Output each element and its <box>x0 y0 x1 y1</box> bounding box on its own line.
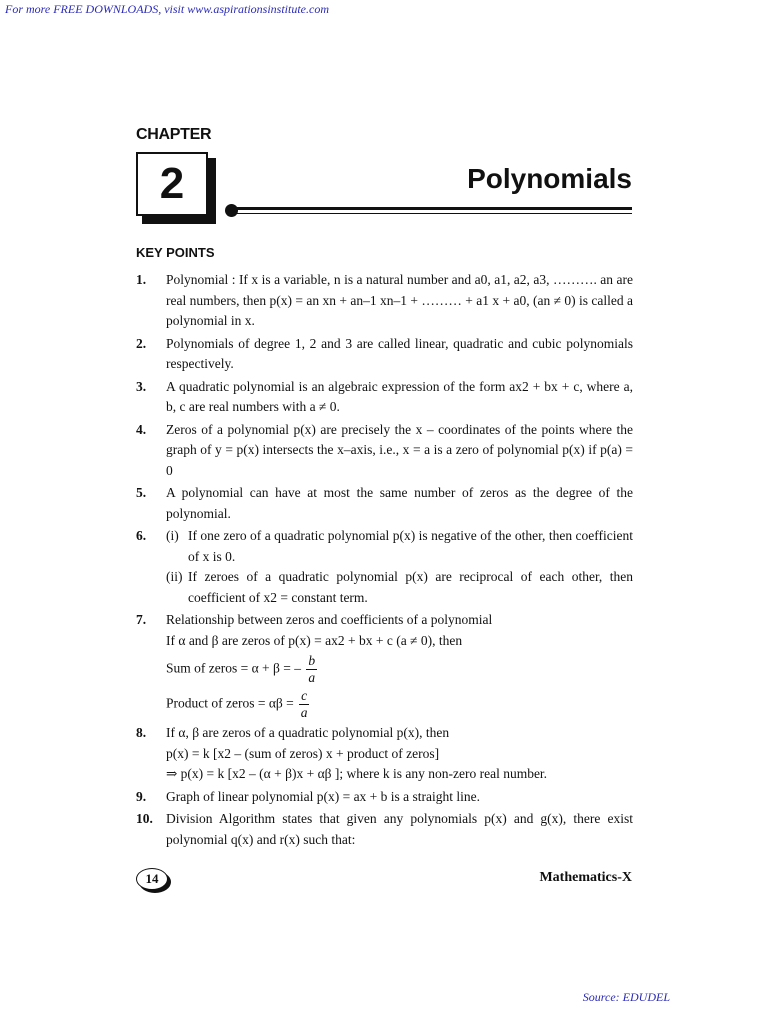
subpoint <box>166 567 633 608</box>
subpoint <box>166 526 633 567</box>
fraction-numerator: c <box>301 688 308 703</box>
item-text: Zeros of a polynomial p(x) are precisely the x – coordinates of the points where the graph of y = p(x) intersects the x–axis, i.e., x = a is a zero of polynomial p(x) if p(a) = 0 <box>166 421 633 478</box>
list-item <box>136 610 633 721</box>
item-text: Graph of linear polynomial p(x) = ax + b is a straight line. <box>166 788 481 804</box>
item-number: 10. <box>136 811 153 826</box>
item-text: A quadratic polynomial is an algebraic expression of the form ax2 + bx + c, where a, b, c are real numbers with a ≠ 0. <box>166 378 633 414</box>
subpoint-tag: (i) <box>166 528 179 543</box>
list-item <box>136 270 633 332</box>
item-number: 6. <box>136 528 147 543</box>
list-item <box>136 526 633 608</box>
section-title: KEY POINTS <box>136 245 215 260</box>
item-text: Polynomial : If x is a variable, n is a natural number and a0, a1, a2, a3, ………. an are real numbers, then p(x) = an xn + an–1 xn–1 + ……… + a1 x + a0, (an ≠ 0) is called a polynomial in x. <box>166 272 633 328</box>
fraction-denominator: a <box>308 670 316 685</box>
fraction <box>299 688 309 721</box>
chapter-label: CHAPTER <box>136 126 212 143</box>
item-line: ⇒ p(x) = k [x2 – (α + β)x + αβ ]; where k is any non-zero real number. <box>166 766 548 781</box>
key-points-list <box>136 270 633 852</box>
item-line: If α, β are zeros of a quadratic polynomial p(x), then <box>166 725 450 740</box>
list-item <box>136 377 633 418</box>
list-item <box>136 334 633 375</box>
subpoint-tag: (ii) <box>166 569 183 584</box>
list-item <box>136 787 633 808</box>
item-text: A polynomial can have at most the same number of zeros as the degree of the polynomial. <box>166 485 633 521</box>
list-item <box>136 420 633 482</box>
item-line: p(x) = k [x2 – (sum of zeros) x + product of zeros] <box>166 745 440 761</box>
subpoint-text: If zeroes of a quadratic polynomial p(x) are reciprocal of each other, then coefficient of x2 = constant term. <box>188 569 633 605</box>
chapter-title: Polynomials <box>467 163 632 194</box>
list-item <box>136 809 633 850</box>
footer-subject: Mathematics-X <box>539 870 632 885</box>
subpoint-text: If one zero of a quadratic polynomial p(x) is negative of the other, then coefficient of x is 0. <box>188 528 633 564</box>
item-text-block <box>166 723 633 785</box>
list-item <box>136 723 633 785</box>
title-rule-dot <box>225 204 238 217</box>
item-number: 5. <box>136 485 147 500</box>
item-text-block <box>166 610 633 721</box>
item-text: Polynomials of degree 1, 2 and 3 are called linear, quadratic and cubic polynomials respectively. <box>166 335 633 371</box>
item-number: 3. <box>136 378 147 394</box>
item-number: 7. <box>136 612 147 627</box>
fraction-denominator: a <box>300 705 308 720</box>
sum-formula <box>166 653 633 686</box>
item-text: Division Algorithm states that given any polynomials p(x) and g(x), there exist polynomial q(x) and r(x) such that: <box>166 811 633 847</box>
item-number: 8. <box>136 725 147 740</box>
item-number: 4. <box>136 421 147 437</box>
item-subpoints <box>166 526 633 608</box>
item-line: Relationship between zeros and coefficients of a polynomial <box>166 612 493 627</box>
item-number: 2. <box>136 335 147 351</box>
item-line: If α and β are zeros of p(x) = ax2 + bx + c (a ≠ 0), then <box>166 632 463 648</box>
list-item <box>136 483 633 524</box>
chapter-number: 2 <box>136 152 208 216</box>
title-rule-thin <box>232 213 632 214</box>
formula-label: Sum of zeros = α + β = – <box>166 660 302 676</box>
fraction <box>306 653 317 686</box>
download-link[interactable]: For more FREE DOWNLOADS, visit www.aspirationsinstitute.com <box>5 2 329 16</box>
item-number: 9. <box>136 788 147 804</box>
formula-label: Product of zeros = αβ = <box>166 695 294 711</box>
product-formula <box>166 688 633 721</box>
title-rule-thick <box>232 207 632 210</box>
source-credit: Source: EDUDEL <box>582 990 670 1004</box>
item-number: 1. <box>136 272 147 287</box>
fraction-numerator: b <box>308 653 316 668</box>
page-number: 14 <box>136 868 168 890</box>
